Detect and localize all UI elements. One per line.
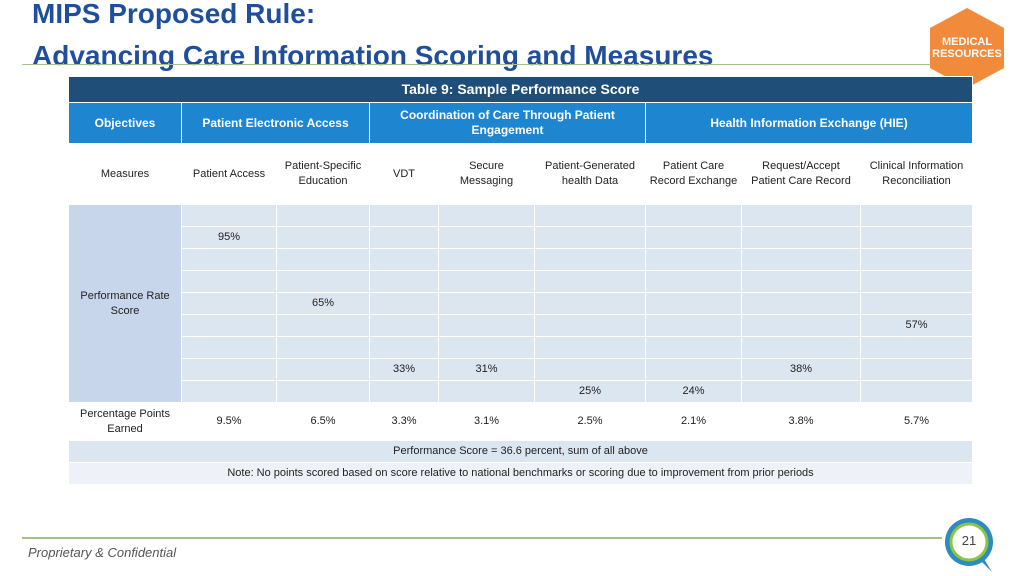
performance-score-summary: Performance Score = 36.6 percent, sum of all above <box>69 441 973 463</box>
measure-cell: VDT <box>370 144 439 205</box>
performance-rate-cell <box>182 359 277 381</box>
performance-rate-cell <box>861 359 973 381</box>
performance-rate-cell <box>535 359 646 381</box>
measure-cell: Clinical Information Reconciliation <box>861 144 973 205</box>
performance-rate-cell <box>277 315 370 337</box>
performance-rate-cell <box>439 205 535 227</box>
performance-rate-cell: 65% <box>277 293 370 315</box>
performance-rate-cell <box>439 381 535 403</box>
points-earned-row <box>69 403 973 441</box>
performance-rate-cell <box>742 293 861 315</box>
points-cell: 2.1% <box>646 403 742 441</box>
performance-rate-cell <box>439 315 535 337</box>
points-cell: 6.5% <box>277 403 370 441</box>
measure-cell: Patient Care Record Exchange <box>646 144 742 205</box>
performance-rate-cell <box>742 249 861 271</box>
performance-rate-cell <box>277 227 370 249</box>
table-caption: Table 9: Sample Performance Score <box>69 77 973 103</box>
measure-cell: Patient Access <box>182 144 277 205</box>
measure-cell: Patient-Generated health Data <box>535 144 646 205</box>
performance-rate-row <box>69 249 973 271</box>
performance-rate-cell <box>742 315 861 337</box>
logo-text-line-1: MEDICAL <box>941 36 993 48</box>
page-number: 21 <box>961 533 977 548</box>
performance-rate-cell <box>370 315 439 337</box>
table-note: Note: No points scored based on score relative to national benchmarks or scoring due to improvement from prior periods <box>69 463 973 485</box>
performance-rate-row <box>69 293 973 315</box>
summary-row <box>69 441 973 463</box>
performance-rate-cell <box>277 359 370 381</box>
performance-rate-cell <box>861 249 973 271</box>
objectives-row <box>69 103 973 144</box>
measure-cell: Request/Accept Patient Care Record <box>742 144 861 205</box>
table-caption-row <box>69 77 973 103</box>
performance-rate-cell <box>742 271 861 293</box>
performance-rate-cell <box>277 205 370 227</box>
performance-rate-row <box>69 205 973 227</box>
performance-rate-cell: 57% <box>861 315 973 337</box>
measure-cell: Secure Messaging <box>439 144 535 205</box>
performance-rate-cell <box>182 337 277 359</box>
performance-rate-row <box>69 337 973 359</box>
measures-label: Measures <box>69 144 182 205</box>
performance-rate-cell <box>535 337 646 359</box>
performance-rate-cell <box>646 359 742 381</box>
performance-rate-cell <box>646 337 742 359</box>
performance-rate-cell <box>439 337 535 359</box>
performance-rate-cell <box>646 205 742 227</box>
measure-cell: Patient-Specific Education <box>277 144 370 205</box>
performance-rate-cell: 31% <box>439 359 535 381</box>
performance-rate-cell <box>370 227 439 249</box>
performance-rate-cell <box>439 249 535 271</box>
footer-confidential: Proprietary & Confidential <box>28 545 177 560</box>
performance-rate-label: Performance Rate Score <box>69 205 182 403</box>
performance-rate-cell <box>182 381 277 403</box>
points-cell: 3.3% <box>370 403 439 441</box>
performance-rate-cell <box>646 227 742 249</box>
footer-divider <box>22 537 942 539</box>
performance-rate-cell: 25% <box>535 381 646 403</box>
performance-rate-cell <box>742 205 861 227</box>
performance-rate-cell <box>646 271 742 293</box>
performance-rate-cell <box>370 337 439 359</box>
performance-rate-cell <box>370 249 439 271</box>
points-cell: 3.1% <box>439 403 535 441</box>
points-earned-label: Percentage Points Earned <box>69 403 182 441</box>
performance-rate-cell <box>535 293 646 315</box>
logo-text-line-2: RESOURCES <box>932 48 1002 60</box>
performance-rate-cell <box>861 337 973 359</box>
points-cell: 3.8% <box>742 403 861 441</box>
performance-rate-cell <box>370 293 439 315</box>
performance-rate-cell <box>439 227 535 249</box>
performance-rate-cell <box>277 271 370 293</box>
performance-rate-row <box>69 359 973 381</box>
objective-coordination-of-care: Coordination of Care Through Patient Engagement <box>370 103 646 144</box>
performance-rate-cell: 95% <box>182 227 277 249</box>
performance-rate-cell <box>861 381 973 403</box>
performance-rate-cell <box>646 315 742 337</box>
performance-rate-cell <box>277 249 370 271</box>
points-cell: 2.5% <box>535 403 646 441</box>
performance-rate-cell <box>535 271 646 293</box>
performance-rate-cell: 38% <box>742 359 861 381</box>
performance-rate-cell <box>646 293 742 315</box>
performance-rate-cell <box>277 337 370 359</box>
performance-rate-cell <box>535 205 646 227</box>
performance-rate-cell <box>535 249 646 271</box>
performance-rate-cell <box>535 315 646 337</box>
logo-text <box>930 36 1004 60</box>
performance-rate-row <box>69 271 973 293</box>
slide-title-line-1: MIPS Proposed Rule: <box>32 0 316 29</box>
note-row <box>69 463 973 485</box>
title-divider <box>22 64 974 65</box>
performance-rate-rows <box>69 205 973 403</box>
performance-rate-row <box>69 227 973 249</box>
slide-title-line-2: Advancing Care Information Scoring and Measures <box>32 40 714 71</box>
performance-rate-cell <box>742 227 861 249</box>
performance-rate-cell <box>742 337 861 359</box>
points-cell: 5.7% <box>861 403 973 441</box>
performance-rate-cell <box>742 381 861 403</box>
performance-rate-cell <box>182 293 277 315</box>
objectives-label: Objectives <box>69 103 182 144</box>
performance-rate-cell: 33% <box>370 359 439 381</box>
performance-rate-cell <box>370 381 439 403</box>
performance-rate-cell <box>182 205 277 227</box>
performance-rate-cell <box>439 293 535 315</box>
performance-rate-cell: 24% <box>646 381 742 403</box>
performance-rate-cell <box>535 227 646 249</box>
points-cell: 9.5% <box>182 403 277 441</box>
performance-rate-cell <box>182 315 277 337</box>
performance-rate-row <box>69 315 973 337</box>
performance-rate-cell <box>277 381 370 403</box>
sample-performance-score-table <box>68 76 973 485</box>
performance-rate-cell <box>861 293 973 315</box>
performance-rate-cell <box>861 205 973 227</box>
performance-rate-cell <box>861 271 973 293</box>
performance-rate-cell <box>182 249 277 271</box>
performance-rate-cell <box>439 271 535 293</box>
performance-rate-row <box>69 381 973 403</box>
performance-rate-cell <box>646 249 742 271</box>
objective-patient-electronic-access: Patient Electronic Access <box>182 103 370 144</box>
performance-rate-cell <box>370 205 439 227</box>
measures-row <box>69 144 973 205</box>
objective-hie: Health Information Exchange (HIE) <box>646 103 973 144</box>
performance-rate-cell <box>370 271 439 293</box>
performance-rate-cell <box>861 227 973 249</box>
performance-rate-cell <box>182 271 277 293</box>
